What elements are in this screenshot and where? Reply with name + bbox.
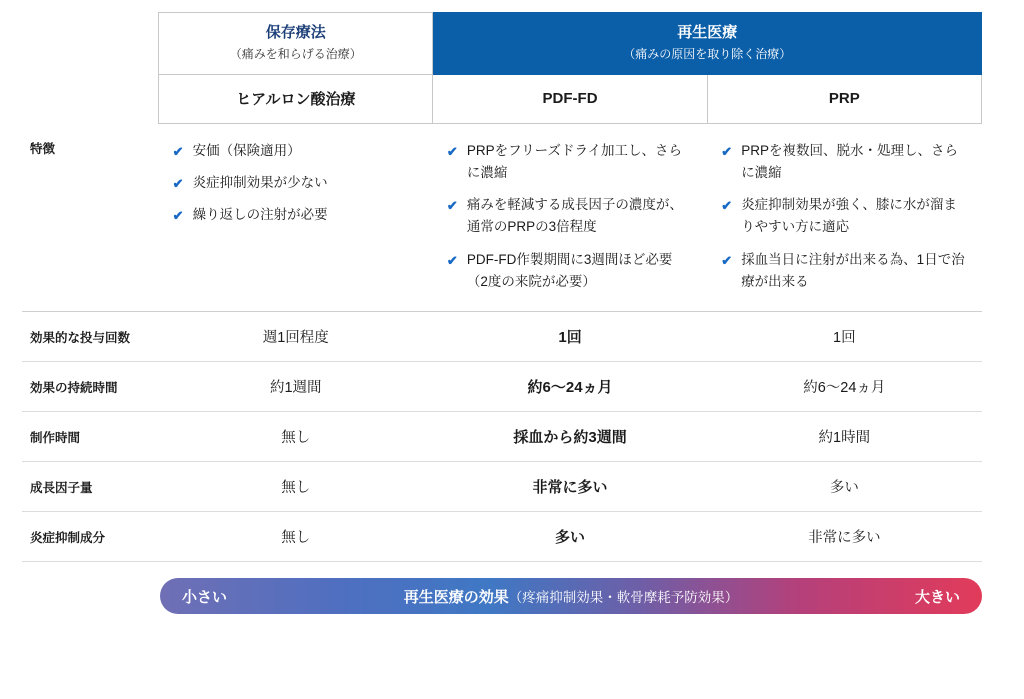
- anti-inflammatory-pdffd: 多い: [555, 529, 586, 547]
- header-treatment-row: [22, 74, 982, 123]
- dose-count-prp: 1回: [833, 330, 856, 347]
- header-corner-blank-2: [22, 74, 159, 123]
- row-label-production-time: 制作時間: [30, 430, 81, 445]
- duration-pdffd: 約6〜24ヵ月: [527, 379, 613, 397]
- table-row-features: [22, 123, 982, 311]
- anti-inflammatory-prp: 非常に多い: [808, 530, 881, 547]
- anti-inflammatory-hyaluronic: 無し: [281, 530, 311, 547]
- effect-scale-center-strong: 再生医療の効果: [403, 588, 509, 606]
- list-item-label: 痛みを軽減する成長因子の濃度が、通常のPRPの3倍程度: [466, 197, 683, 235]
- list-item-label: 炎症抑制効果が強く、膝に水が溜まりやすい方に適応: [741, 197, 957, 235]
- production-time-hyaluronic: 無し: [281, 430, 311, 447]
- list-item-label: 繰り返しの注射が必要: [192, 207, 328, 223]
- features-hyaluronic: [159, 123, 433, 311]
- growth-factor-pdffd: 非常に多い: [532, 479, 608, 497]
- list-item-label: 採血当日に注射が出来る為、1日で治療が出来る: [741, 251, 965, 290]
- table-row-anti-inflammatory: [22, 512, 982, 562]
- list-item: [721, 140, 967, 185]
- list-item: [721, 249, 967, 294]
- header-conservative-subtitle: （痛みを和らげる治療）: [229, 46, 362, 61]
- check-icon: ✔: [446, 252, 458, 268]
- features-pdffd: [433, 123, 707, 311]
- list-item: [721, 194, 967, 239]
- list-item-label: 炎症抑制効果が少ない: [192, 174, 328, 190]
- list-item: [173, 140, 419, 162]
- check-icon: ✔: [172, 208, 184, 224]
- table-row-dose-count: [22, 312, 982, 362]
- header-corner-blank: [22, 13, 159, 75]
- header-treatment-prp: PRP: [707, 74, 981, 123]
- treatment-comparison-table: [22, 12, 982, 562]
- list-item: [173, 172, 419, 194]
- row-label-duration: 効果の持続時間: [30, 380, 118, 395]
- effect-scale-bar: [160, 578, 982, 614]
- check-icon: ✔: [446, 198, 458, 214]
- growth-factor-hyaluronic: 無し: [281, 480, 311, 497]
- header-regenerative-subtitle: （痛みの原因を取り除く治療）: [623, 46, 792, 61]
- dose-count-pdffd: 1回: [558, 329, 582, 347]
- dose-count-hyaluronic: 週1回程度: [262, 330, 329, 347]
- divider: [22, 561, 982, 562]
- table-row-growth-factor: [22, 462, 982, 512]
- check-icon: ✔: [172, 143, 184, 159]
- comparison-table-page: [0, 12, 1024, 699]
- header-treatment-hyaluronic: ヒアルロン酸治療: [159, 74, 433, 123]
- list-item-label: PRPをフリーズドライ加工し、さらに濃縮: [466, 142, 683, 180]
- header-band-row: [22, 13, 982, 75]
- production-time-pdffd: 採血から約3週間: [513, 429, 627, 447]
- row-label-anti-inflammatory: 炎症抑制成分: [30, 530, 106, 545]
- effect-scale-left-label: 小さい: [182, 588, 228, 606]
- effect-scale-wrapper: [160, 578, 982, 614]
- check-icon: ✔: [446, 143, 458, 159]
- header-treatment-pdffd: PDF-FD: [433, 74, 707, 123]
- effect-scale-right-label: 大きい: [914, 588, 960, 606]
- duration-prp: 約6〜24ヵ月: [803, 380, 886, 397]
- header-regenerative: [433, 13, 982, 75]
- header-conservative: [159, 13, 433, 75]
- list-item: [173, 204, 419, 226]
- features-prp: [707, 123, 981, 311]
- table-row-production-time: [22, 412, 982, 462]
- growth-factor-prp: 多い: [829, 480, 859, 497]
- list-item-label: PRPを複数回、脱水・処理し、さらに濃縮: [741, 142, 958, 180]
- check-icon: ✔: [721, 198, 733, 214]
- check-icon: ✔: [721, 143, 733, 159]
- check-icon: ✔: [721, 252, 733, 268]
- header-conservative-title: 保存療法: [265, 24, 326, 41]
- row-label-features: 特徴: [30, 142, 56, 157]
- check-icon: ✔: [172, 175, 184, 191]
- production-time-prp: 約1時間: [818, 430, 871, 447]
- table-row-duration: [22, 362, 982, 412]
- header-regenerative-title: 再生医療: [677, 24, 738, 41]
- list-item-label: PDF-FD作製期間に3週間ほど必要（2度の来院が必要）: [466, 251, 673, 290]
- list-item: [447, 249, 693, 294]
- effect-scale-center-label: [227, 586, 915, 607]
- row-label-growth-factor: 成長因子量: [30, 480, 93, 495]
- duration-hyaluronic: 約1週間: [269, 380, 322, 397]
- effect-scale-center-paren: （疼痛抑制効果・軟骨摩耗予防効果）: [508, 589, 739, 605]
- list-item: [447, 194, 693, 239]
- row-label-dose-count: 効果的な投与回数: [30, 330, 131, 345]
- list-item: [447, 140, 693, 185]
- list-item-label: 安価（保険適用）: [192, 142, 301, 158]
